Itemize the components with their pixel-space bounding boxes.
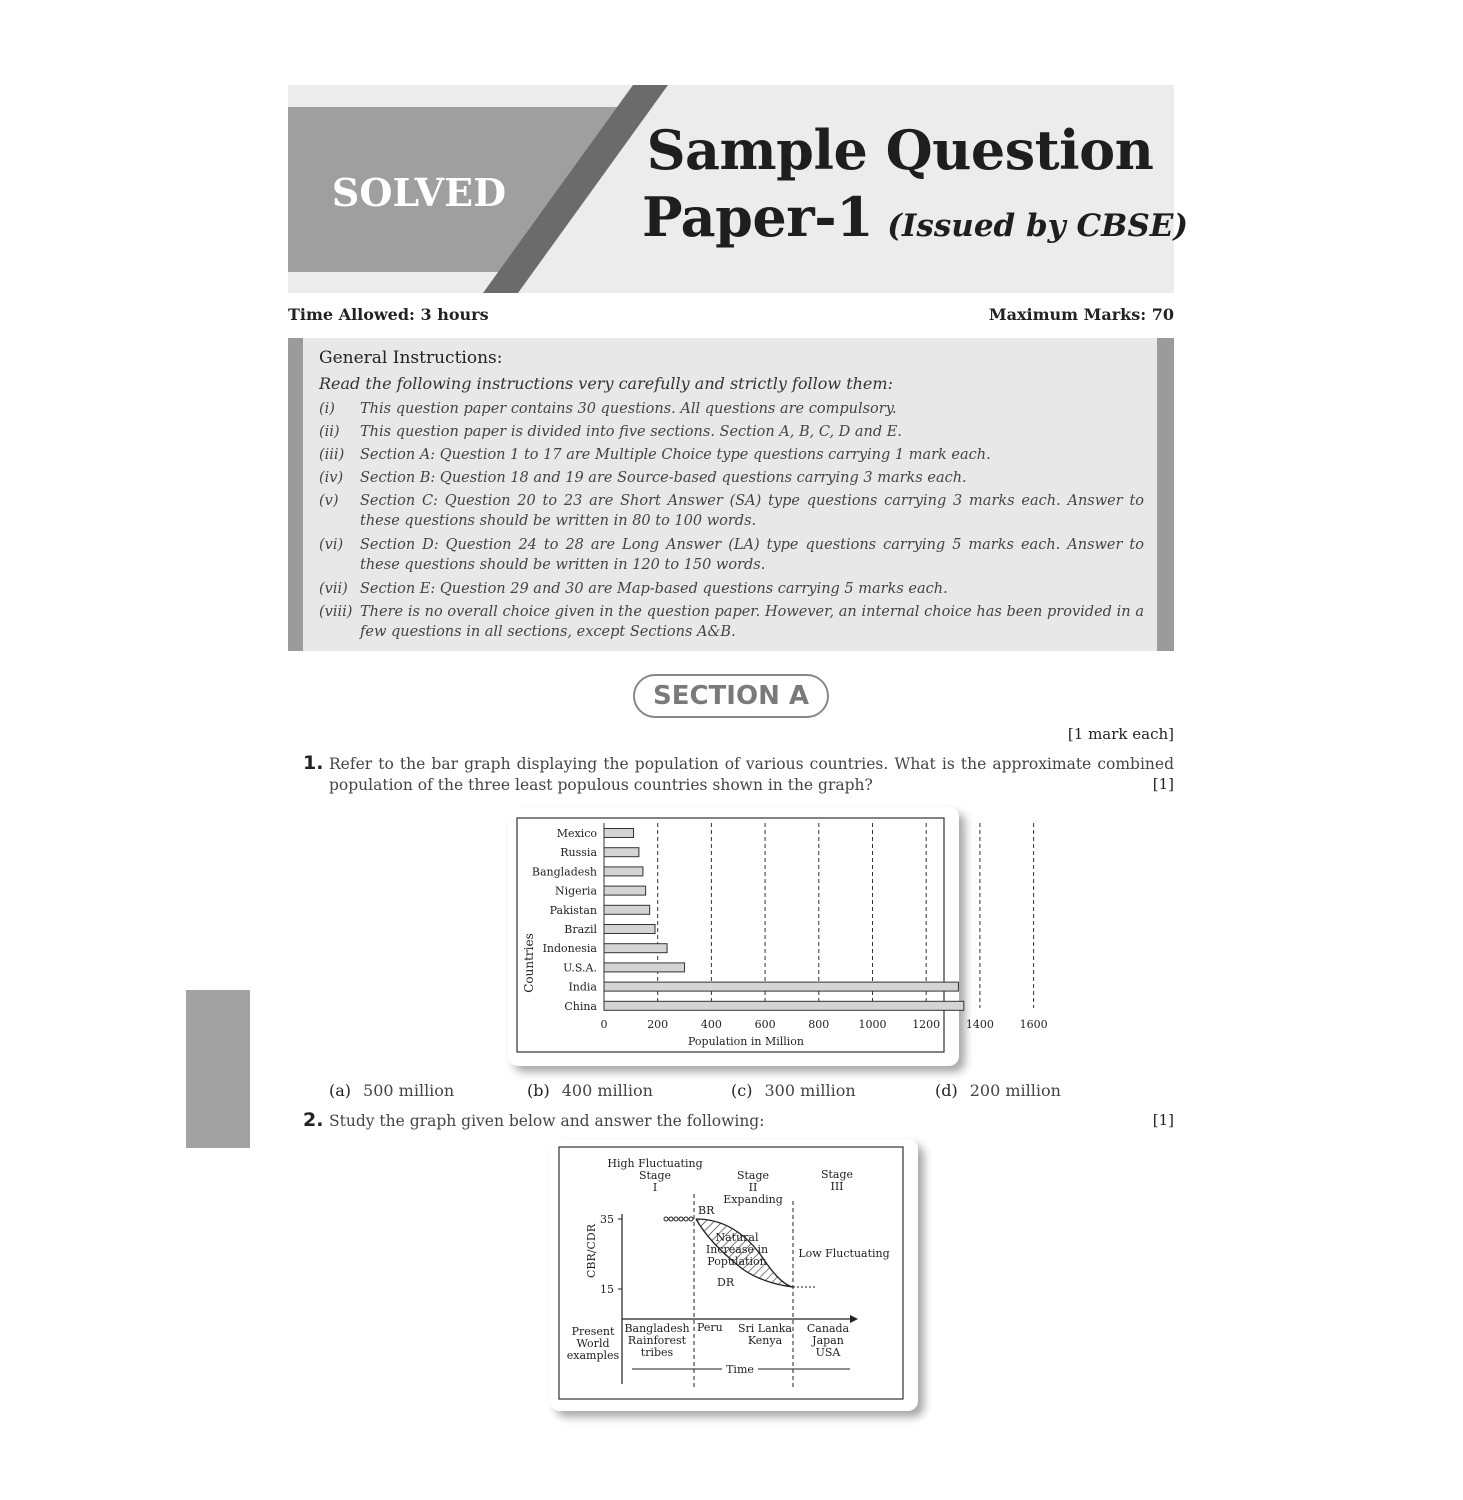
x-axis-label: Population in Million xyxy=(687,1035,805,1048)
paper-title-number: Paper-1 xyxy=(642,185,874,249)
instruction-number: (i) xyxy=(319,401,335,417)
x-tick-label: 600 xyxy=(754,1018,776,1031)
category-label: Nigeria xyxy=(554,884,597,898)
instruction-item xyxy=(319,602,1144,642)
option-text: 400 million xyxy=(561,1081,653,1100)
section-a-heading: SECTION A xyxy=(633,674,829,718)
question-2-marks: [1] xyxy=(1152,1111,1174,1129)
category-label: U.S.A. xyxy=(563,961,597,975)
paper-title-line1: Sample Question xyxy=(646,118,1154,182)
x-tick-label: 0 xyxy=(600,1018,608,1031)
instructions-title: General Instructions: xyxy=(319,348,503,368)
instruction-number: (iii) xyxy=(319,447,345,463)
stage-3-label: Stage III xyxy=(820,1168,854,1193)
instruction-text: This question paper is divided into five sections. Section A, B, C, D and E. xyxy=(360,424,902,440)
x-tick-label: 1400 xyxy=(965,1018,994,1031)
instruction-number: (ii) xyxy=(319,424,340,440)
instruction-number: (iv) xyxy=(319,470,344,486)
y-axis-label: CBR/CDR xyxy=(585,1223,598,1279)
option-d[interactable] xyxy=(935,1081,1061,1100)
bar-mexico xyxy=(604,829,634,838)
instruction-item xyxy=(319,491,1144,531)
instruction-number: (vii) xyxy=(319,581,348,597)
x-tick-label: 400 xyxy=(700,1018,722,1031)
bar-china xyxy=(604,1001,964,1010)
question-2-number: 2. xyxy=(303,1109,324,1131)
instructions-subtitle: Read the following instructions very carefully and strictly follow them: xyxy=(319,374,893,393)
option-label: (c) xyxy=(731,1081,753,1100)
y-axis-label: Countries xyxy=(522,933,536,993)
instruction-text: Section B: Question 18 and 19 are Source-based questions carrying 3 marks each. xyxy=(360,470,967,486)
solved-label: SOLVED xyxy=(331,170,507,215)
population-chart-card xyxy=(508,807,1048,1066)
low-fluctuating-label: Low Fluctuating xyxy=(798,1247,890,1260)
instruction-text: Section A: Question 1 to 17 are Multiple Choice type questions carrying 1 mark each. xyxy=(360,447,991,463)
option-text: 500 million xyxy=(363,1081,455,1100)
marks-note: [1 mark each] xyxy=(1067,725,1174,743)
category-label: Mexico xyxy=(556,827,597,840)
stage-1-examples: Bangladesh Rainforest tribes xyxy=(624,1322,690,1359)
bar-nigeria xyxy=(604,886,646,895)
category-label: Indonesia xyxy=(542,942,597,956)
instruction-item xyxy=(319,422,1144,442)
instruction-text: This question paper contains 30 questions. All questions are compulsory. xyxy=(360,401,897,417)
bar-pakistan xyxy=(604,905,650,914)
x-axis-arrow xyxy=(850,1315,858,1323)
stage-2-examples: Sri Lanka Kenya xyxy=(738,1322,792,1347)
option-text: 200 million xyxy=(969,1081,1061,1100)
time-label: Time xyxy=(726,1363,754,1376)
time-allowed: Time Allowed: 3 hours xyxy=(288,305,489,324)
instruction-item xyxy=(319,445,1144,465)
category-label: Pakistan xyxy=(549,903,597,917)
instruction-item xyxy=(319,468,1144,488)
instruction-item xyxy=(319,579,1144,599)
option-label: (a) xyxy=(329,1081,352,1100)
category-label: Bangladesh xyxy=(531,865,597,879)
category-label: India xyxy=(568,980,597,994)
instruction-item xyxy=(319,535,1144,575)
stage-2-example-peru: Peru xyxy=(697,1321,723,1334)
present-world-examples-label: Present World examples xyxy=(566,1325,620,1362)
instruction-item xyxy=(319,399,1144,419)
x-tick-label: 200 xyxy=(647,1018,669,1031)
question-1-marks: [1] xyxy=(1152,775,1174,793)
population-bar-chart xyxy=(508,807,1048,1066)
y-tick-35: 35 xyxy=(600,1213,614,1226)
br-label: BR xyxy=(698,1204,715,1217)
instruction-text: Section D: Question 24 to 28 are Long Answer (LA) type questions carrying 5 marks each. Answer to these questions should be written in 120 to 150 words. xyxy=(360,537,1144,573)
option-label: (d) xyxy=(935,1081,958,1100)
demographic-transition-card xyxy=(550,1139,918,1411)
instruction-text: Section E: Question 29 and 30 are Map-based questions carrying 5 marks each. xyxy=(360,581,948,597)
bar-indonesia xyxy=(604,944,667,953)
x-tick-label: 800 xyxy=(808,1018,830,1031)
dr-label: DR xyxy=(717,1276,735,1289)
option-a[interactable] xyxy=(329,1081,454,1100)
stage-1-fluctuation xyxy=(664,1217,693,1221)
instruction-text: Section C: Question 20 to 23 are Short Answer (SA) type questions carrying 3 marks each. Answer to these questions should be written in 80 to 100 words. xyxy=(360,493,1144,529)
x-tick-label: 1000 xyxy=(858,1018,887,1031)
category-label: Brazil xyxy=(564,923,597,936)
maximum-marks: Maximum Marks: 70 xyxy=(988,305,1174,324)
option-c[interactable] xyxy=(731,1081,856,1100)
bar-usa xyxy=(604,963,685,972)
stage-2-label: Stage II Expanding xyxy=(723,1169,783,1206)
paper-title-line2 xyxy=(642,185,1188,249)
stage-1-label: High Fluctuating Stage I xyxy=(607,1157,703,1194)
option-text: 300 million xyxy=(764,1081,856,1100)
demographic-transition-chart xyxy=(550,1139,918,1411)
bar-brazil xyxy=(604,925,655,934)
instruction-number: (v) xyxy=(319,493,339,509)
x-tick-label: 1200 xyxy=(912,1018,941,1031)
x-tick-label: 1600 xyxy=(1019,1018,1048,1031)
side-tab-marker xyxy=(186,990,250,1148)
question-1-number: 1. xyxy=(303,752,324,774)
option-b[interactable] xyxy=(527,1081,653,1100)
category-label: China xyxy=(564,999,597,1013)
bar-india xyxy=(604,982,958,991)
bar-russia xyxy=(604,848,639,857)
y-tick-15: 15 xyxy=(600,1283,614,1296)
category-label: Russia xyxy=(560,846,597,860)
instruction-text: There is no overall choice given in the question paper. However, an internal choice has been provided in a few questions in all sections, except Sections A&B. xyxy=(360,604,1144,640)
option-label: (b) xyxy=(527,1081,550,1100)
question-1-text: Refer to the bar graph displaying the population of various countries. What is the approximate combined population of the three least populous countries shown in the graph? xyxy=(329,755,1174,794)
issued-by: (Issued by CBSE) xyxy=(887,208,1189,244)
bar-bangladesh xyxy=(604,867,643,876)
instruction-number: (viii) xyxy=(319,604,353,620)
stage-3-examples: Canada Japan USA xyxy=(806,1322,850,1359)
natural-increase-label: Natural Increase in Population xyxy=(705,1231,769,1268)
instruction-number: (vi) xyxy=(319,537,344,553)
question-2-text: Study the graph given below and answer the following: xyxy=(329,1112,765,1130)
